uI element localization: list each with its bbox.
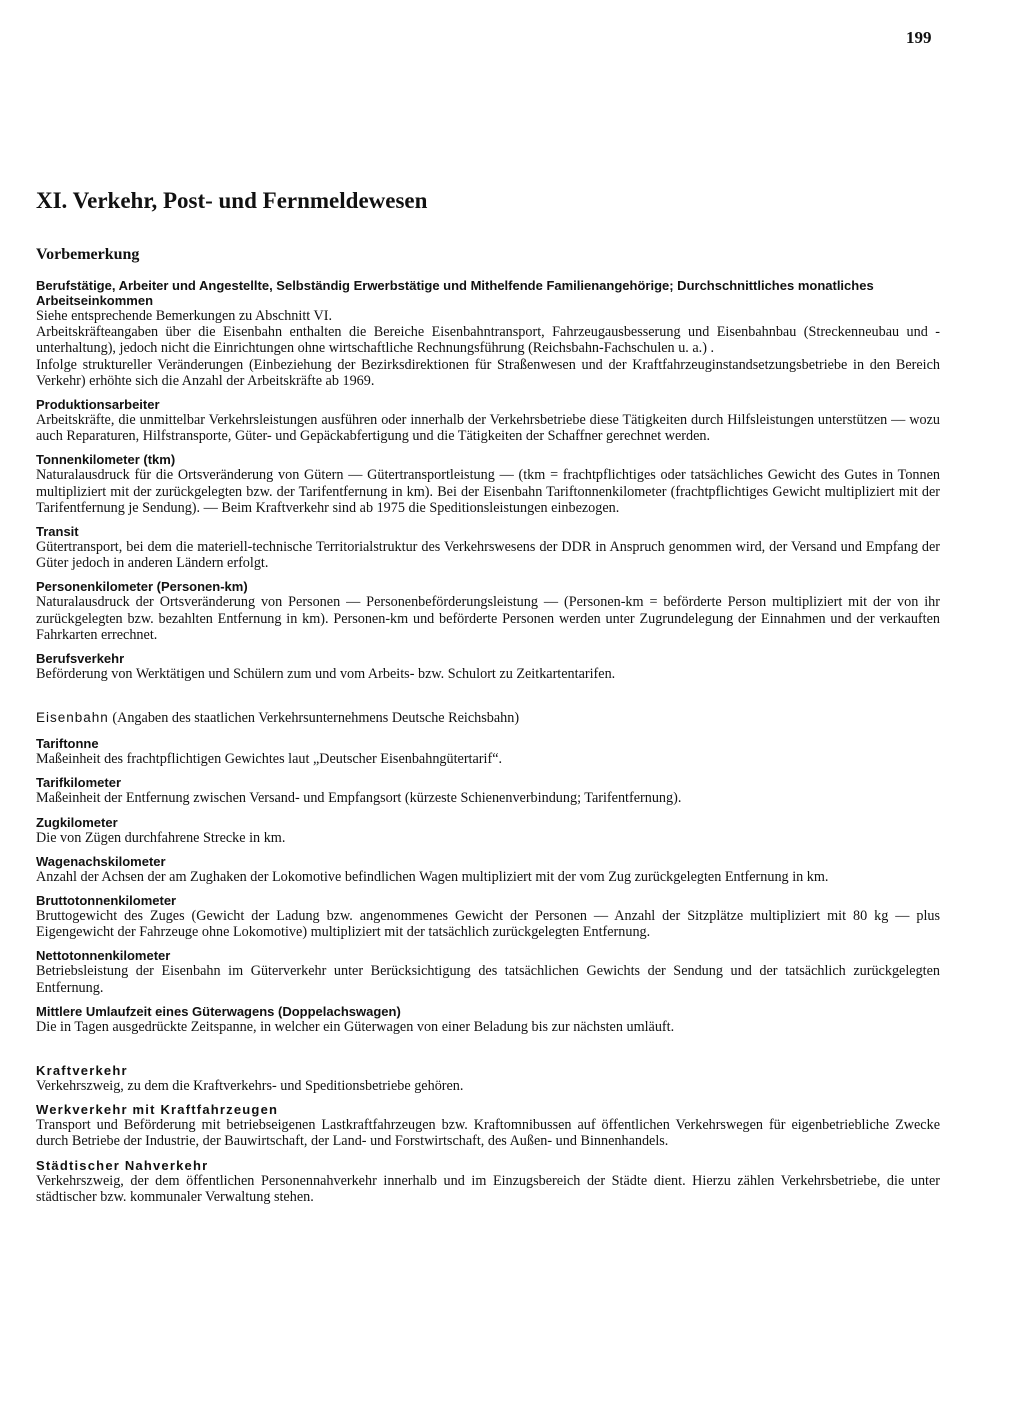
- definition-text: Naturalausdruck für die Ortsveränderung von Gütern — Gütertransportleistung — (tkm = frachtpflichtiges oder tatsächliches Gewicht des Gutes in Tonnen multipliziert mit der zurückgelegten bzw. der Tarifentfernung in km). Bei der Eisenbahn Tariftonnenkilometer (frachtpflichtiges Gewicht multipliziert mit der Tarifentfernung je Sendung). — Beim Kraftverkehr sind ab 1975 die Speditionsleistungen einbezogen.: [36, 467, 940, 516]
- definition-entry: [36, 815, 940, 846]
- definition-text: Transport und Beförderung mit betriebseigenen Lastkraftfahrzeugen bzw. Kraftomnibussen auf öffentlichen Verkehrswegen für eigenbetriebliche Zwecke durch Betriebe der Industrie, der Bauwirtschaft, der Land- und Forstwirtschaft, des Außen- und Binnenhandels.: [36, 1117, 940, 1150]
- definition-entry: [36, 893, 940, 940]
- definition-entry: [36, 452, 940, 516]
- definition-entry: [36, 775, 940, 806]
- railway-definitions: [36, 736, 940, 1035]
- definition-term: Tarifkilometer: [36, 775, 122, 791]
- definition-text: Gütertransport, bei dem die materiell-technische Territorialstruktur des Verkehrswesens der DDR in Anspruch genommen wird, der Versand und Empfang der Güter jedoch in anderen Ländern erfolgt.: [36, 539, 940, 572]
- definition-term: Transit: [36, 524, 79, 540]
- definition-text: Arbeitskräfteangaben über die Eisenbahn enthalten die Bereiche Eisenbahntransport, Fahrzeugausbesserung und Eisenbahnbau (Streckenneubau und -unterhaltung), jedoch nicht die Einrichtungen ohne wirtschaftliche Rechnungsführung (Reichsbahn-Fachschulen u. a.) .: [36, 324, 940, 357]
- definition-entry: [36, 1063, 940, 1094]
- definition-term: Produktionsarbeiter: [36, 397, 160, 413]
- document-body: [36, 278, 940, 1213]
- definition-entry: [36, 397, 940, 444]
- definition-text: Anzahl der Achsen der am Zughaken der Lokomotive befindlichen Wagen multipliziert mit der vom Zug zurückgelegten Entfernung in km.: [36, 868, 829, 885]
- definition-term: Nettotonnenkilometer: [36, 948, 171, 964]
- definition-term: Tariftonne: [36, 736, 99, 752]
- definition-text: Maßeinheit der Entfernung zwischen Versand- und Empfangsort (kürzeste Schienenverbindung; Tarifentfernung).: [36, 790, 682, 807]
- definition-entry: [36, 736, 940, 767]
- railway-section-heading: [36, 710, 940, 726]
- railway-section-label: Eisenbahn: [36, 710, 109, 726]
- preliminary-heading: Vorbemerkung: [36, 246, 140, 263]
- definition-entry: [36, 1004, 940, 1035]
- definition-entry: [36, 948, 940, 995]
- railway-section-note: (Angaben des staatlichen Verkehrsunternehmens Deutsche Reichsbahn): [112, 710, 520, 727]
- definition-term: Kraftverkehr: [36, 1063, 128, 1079]
- definition-text: Maßeinheit des frachtpflichtigen Gewichtes laut „Deutscher Eisenbahngütertarif“.: [36, 751, 503, 768]
- definition-text: Verkehrszweig, zu dem die Kraftverkehrs- und Speditionsbetriebe gehören.: [36, 1078, 464, 1095]
- definition-text: Infolge struktureller Veränderungen (Einbeziehung der Bezirksdirektionen für Straßenwesen und der Kraftfahrzeuginstandsetzungsbetriebe in den Bereich Verkehr) erhöhte sich die Anzahl der Arbeitskräfte ab 1969.: [36, 356, 940, 389]
- definition-entry: [36, 1158, 940, 1205]
- definition-entry: [36, 278, 940, 389]
- definition-entry: [36, 651, 940, 682]
- definition-term: Zugkilometer: [36, 814, 118, 830]
- definition-entry: [36, 1102, 940, 1149]
- definition-term: Städtischer Nahverkehr: [36, 1157, 209, 1173]
- definition-entry: [36, 854, 940, 885]
- definition-text: Arbeitskräfte, die unmittelbar Verkehrsleistungen ausführen oder innerhalb der Verkehrsbetriebe diese Tätigkeiten durch Hilfsleistungen unterstützen — wozu auch Reparaturen, Hilfstransporte, Güter- und Gepäckabfertigung und die Tätigkeiten der Schaffner gerechnet werden.: [36, 412, 940, 445]
- page-number: 199: [906, 28, 932, 47]
- definition-term: Berufsverkehr: [36, 651, 125, 667]
- definition-text: Naturalausdruck der Ortsveränderung von Personen — Personenbeförderungsleistung — (Personen-km = beförderte Person multipliziert mit der von ihr zurückgelegten bzw. bezahlten Entfernung in km). Personen-km und beförderte Personen werden unter Zugrundelegung der Einnahmen und der verkauften Fahrkarten errechnet.: [36, 594, 940, 643]
- definition-term: Tonnenkilometer (tkm): [36, 452, 176, 468]
- definition-text: Verkehrszweig, der dem öffentlichen Personennahverkehr innerhalb und im Einzugsbereich der Städte dient. Hierzu zählen Verkehrsbetriebe, die unter städtischer bzw. kommunaler Verwaltung stehen.: [36, 1172, 940, 1205]
- definition-term: Mittlere Umlaufzeit eines Güterwagens (Doppelachswagen): [36, 1003, 401, 1019]
- chapter-title: XI. Verkehr, Post- und Fernmeldewesen: [36, 188, 428, 213]
- general-definitions: [36, 278, 940, 682]
- definition-text: Die von Zügen durchfahrene Strecke in km.: [36, 829, 286, 846]
- road-transport-definitions: [36, 1063, 940, 1205]
- definition-text: Bruttogewicht des Zuges (Gewicht der Ladung bzw. angenommenes Gewicht der Personen — Anzahl der Sitzplätze multipliziert mit 80 kg — plus Eigengewicht der Fahrzeuge ohne Lokomotive) multipliziert mit der tatsächlich zurückgelegten Entfernung.: [36, 908, 940, 941]
- definition-text: Beförderung von Werktätigen und Schülern zum und vom Arbeits- bzw. Schulort zu Zeitkartentarifen.: [36, 666, 616, 683]
- definition-term: Werkverkehr mit Kraftfahrzeugen: [36, 1102, 279, 1118]
- definition-text: Die in Tagen ausgedrückte Zeitspanne, in welcher ein Güterwagen von einer Beladung bis zur nächsten umläuft.: [36, 1018, 675, 1035]
- definition-entry: [36, 524, 940, 571]
- definition-term: Bruttotonnenkilometer: [36, 893, 177, 909]
- definition-text: Siehe entsprechende Bemerkungen zu Abschnitt VI.: [36, 308, 333, 324]
- definition-term: Berufstätige, Arbeiter und Angestellte, Selbständig Erwerbstätige und Mithelfende Familienangehörige; Durchschnittliches monatliches Arbeitseinkommen: [36, 278, 874, 308]
- definition-term: Wagenachskilometer: [36, 853, 166, 869]
- definition-term: Personenkilometer (Personen-km): [36, 579, 248, 595]
- definition-entry: [36, 579, 940, 643]
- definition-text: Betriebsleistung der Eisenbahn im Güterverkehr unter Berücksichtigung des tatsächlichen Gewichts der Sendung und der tatsächlich zurückgelegten Entfernung.: [36, 963, 940, 996]
